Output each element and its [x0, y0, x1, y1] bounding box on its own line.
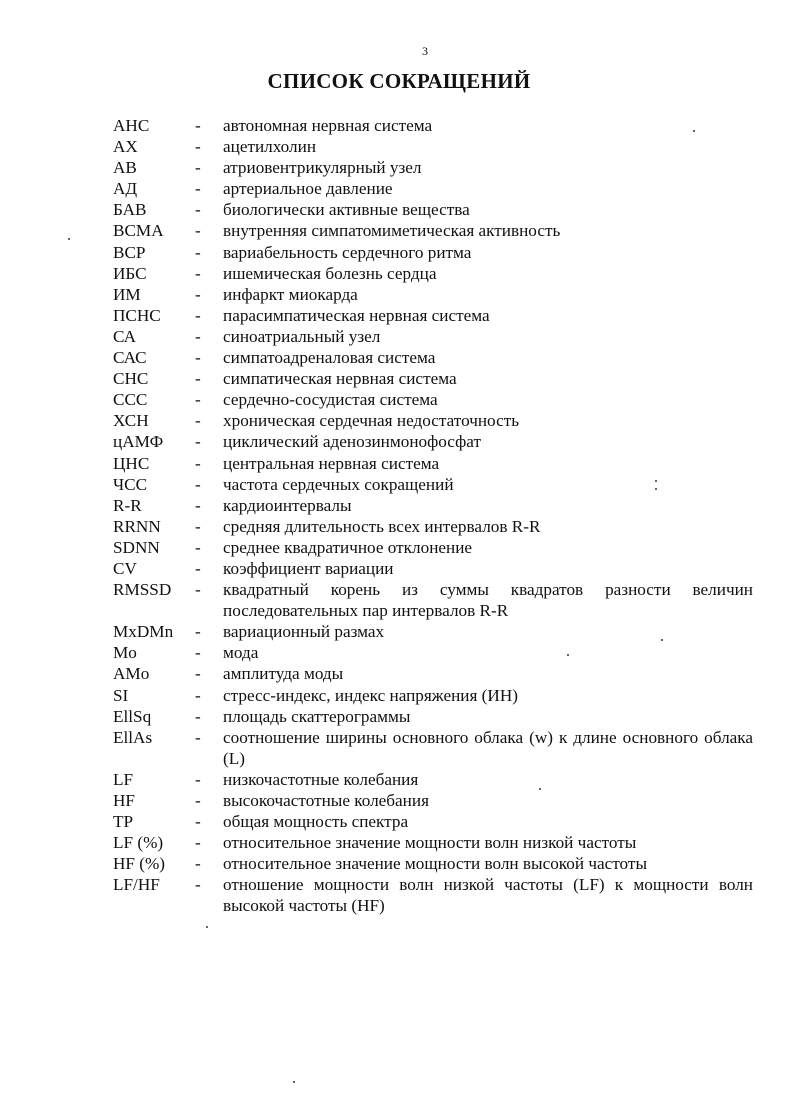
abbreviation-term: ИМ [113, 284, 141, 304]
abbreviation-term: СА [113, 326, 137, 346]
abbreviation-term: ХСН [113, 411, 149, 431]
abbreviation-row [113, 453, 753, 474]
abbreviation-row [113, 790, 753, 811]
page-title: СПИСОК СОКРАЩЕНИЙ [267, 69, 531, 93]
abbreviation-term: RMSSD [113, 580, 172, 600]
abbreviation-dash: - [195, 179, 201, 199]
abbreviation-definition: среднее квадратичное отклонение [223, 537, 473, 557]
abbreviation-dash: - [195, 622, 201, 642]
abbreviation-dash: - [195, 875, 201, 895]
abbreviation-dash: - [195, 580, 201, 600]
abbreviation-definition: амплитуда моды [223, 664, 344, 684]
abbreviation-definition: отношение мощности волн низкой частоты (LF) к мощности волн высокой частоты (HF) [223, 875, 753, 916]
abbreviation-definition: синоатриальный узел [223, 326, 381, 346]
abbreviation-term: LF/HF [113, 875, 160, 895]
abbreviation-dash: - [195, 116, 201, 135]
abbreviation-definition: средняя длительность всех интервалов R-R [223, 516, 541, 536]
abbreviation-row [113, 326, 753, 347]
abbreviation-term: TP [113, 812, 134, 832]
abbreviation-term: SDNN [113, 537, 160, 557]
scan-speck [206, 926, 208, 928]
abbreviation-row [113, 242, 753, 263]
abbreviation-row [113, 220, 753, 241]
abbreviation-dash: - [195, 453, 201, 473]
abbreviation-row [113, 368, 753, 389]
abbreviation-term: ЧСС [113, 474, 148, 494]
abbreviation-definition: кардиоинтервалы [223, 495, 352, 515]
abbreviation-row [113, 853, 753, 874]
abbreviation-row [113, 516, 753, 537]
abbreviation-definition: площадь скаттерограммы [223, 706, 411, 726]
abbreviation-term: ИБС [113, 263, 147, 283]
abbreviation-list [113, 115, 753, 917]
abbreviation-term: AMo [113, 664, 150, 684]
abbreviation-term: ССС [113, 390, 148, 410]
abbreviation-row [113, 642, 753, 663]
abbreviation-definition: биологически активные вещества [223, 200, 470, 220]
abbreviation-row [113, 305, 753, 326]
abbreviation-definition: общая мощность спектра [223, 812, 409, 832]
abbreviation-term: АД [113, 179, 138, 199]
abbreviation-row [113, 769, 753, 790]
abbreviation-term: БАВ [113, 200, 147, 220]
abbreviation-definition: относительное значение мощности волн высокой частоты [223, 854, 647, 874]
abbreviation-dash: - [195, 495, 201, 515]
abbreviation-dash: - [195, 791, 201, 810]
abbreviation-dash: - [195, 854, 201, 874]
abbreviation-term: цАМФ [113, 432, 164, 452]
abbreviation-dash: - [195, 833, 201, 853]
abbreviation-definition: высокочастотные колебания [223, 791, 429, 810]
page-number: 3 [422, 44, 428, 58]
abbreviation-dash: - [195, 558, 201, 578]
scan-speck [567, 654, 569, 656]
abbreviation-term: RRNN [113, 516, 161, 536]
abbreviation-term: СНС [113, 369, 149, 389]
abbreviation-row [113, 579, 753, 621]
abbreviation-term: САС [113, 348, 147, 368]
abbreviation-definition: мода [223, 643, 259, 663]
abbreviation-term: ВСМА [113, 221, 164, 241]
abbreviation-term: АХ [113, 137, 138, 157]
abbreviation-row [113, 558, 753, 579]
abbreviation-definition: ишемическая болезнь сердца [223, 263, 437, 283]
abbreviation-definition: соотношение ширины основного облака (w) к длине основного облака (L) [223, 727, 753, 768]
abbreviation-term: ЦНС [113, 453, 150, 473]
scan-speck [655, 488, 657, 490]
abbreviation-term: HF (%) [113, 854, 166, 874]
abbreviation-dash: - [195, 137, 201, 157]
abbreviation-row [113, 832, 753, 853]
abbreviation-definition: автономная нервная система [223, 116, 433, 135]
abbreviation-dash: - [195, 158, 201, 178]
abbreviation-definition: сердечно-сосудистая система [223, 390, 438, 410]
scan-speck [293, 1081, 295, 1083]
abbreviation-definition: ацетилхолин [223, 137, 317, 157]
abbreviation-definition: атриовентрикулярный узел [223, 158, 422, 178]
abbreviation-definition: частота сердечных сокращений [223, 474, 454, 494]
abbreviation-row [113, 621, 753, 642]
abbreviation-row [113, 874, 753, 916]
abbreviation-dash: - [195, 242, 201, 262]
abbreviation-definition: квадратный корень из суммы квадратов разности величин последовательных пар интервалов R-R [223, 580, 753, 621]
abbreviation-definition: центральная нервная система [223, 453, 440, 473]
abbreviation-row [113, 811, 753, 832]
abbreviation-definition: хроническая сердечная недостаточность [223, 411, 520, 431]
abbreviation-dash: - [195, 411, 201, 431]
abbreviation-row [113, 495, 753, 516]
abbreviation-term: АНС [113, 116, 150, 135]
abbreviation-row [113, 284, 753, 305]
abbreviation-definition: парасимпатическая нервная система [223, 305, 490, 325]
abbreviation-definition: симпатоадреналовая система [223, 348, 436, 368]
abbreviation-row [113, 199, 753, 220]
abbreviation-term: Mo [113, 643, 137, 663]
abbreviation-dash: - [195, 685, 201, 705]
abbreviation-definition: низкочастотные колебания [223, 769, 419, 789]
abbreviation-dash: - [195, 369, 201, 389]
abbreviation-definition: циклический аденозинмонофосфат [223, 432, 481, 452]
abbreviation-dash: - [195, 221, 201, 241]
abbreviation-row [113, 685, 753, 706]
abbreviation-row [113, 115, 753, 136]
abbreviation-definition: относительное значение мощности волн низкой частоты [223, 833, 637, 853]
abbreviation-row [113, 347, 753, 368]
abbreviation-definition: артериальное давление [223, 179, 393, 199]
abbreviation-term: EllAs [113, 727, 153, 747]
abbreviation-row [113, 263, 753, 284]
abbreviation-dash: - [195, 284, 201, 304]
abbreviation-term: ВСР [113, 242, 146, 262]
abbreviation-row [113, 474, 753, 495]
abbreviation-row [113, 727, 753, 769]
abbreviation-term: EllSq [113, 706, 152, 726]
abbreviation-dash: - [195, 326, 201, 346]
abbreviation-term: LF (%) [113, 833, 164, 853]
abbreviation-definition: коэффициент вариации [223, 558, 394, 578]
abbreviation-dash: - [195, 643, 201, 663]
scan-speck [693, 130, 695, 132]
abbreviation-definition: инфаркт миокарда [223, 284, 358, 304]
abbreviation-row [113, 537, 753, 558]
abbreviation-dash: - [195, 263, 201, 283]
abbreviation-row [113, 431, 753, 452]
abbreviation-row [113, 706, 753, 727]
abbreviation-term: ПСНС [113, 305, 161, 325]
abbreviation-definition: вариабельность сердечного ритма [223, 242, 472, 262]
abbreviation-row [113, 157, 753, 178]
abbreviation-definition: симпатическая нервная система [223, 369, 457, 389]
scan-speck [655, 480, 657, 482]
abbreviation-dash: - [195, 200, 201, 220]
abbreviation-term: MxDMn [113, 622, 174, 642]
abbreviation-dash: - [195, 432, 201, 452]
abbreviation-term: R-R [113, 495, 142, 515]
abbreviation-term: LF [113, 769, 134, 789]
abbreviation-definition: внутренняя симпатомиметическая активность [223, 221, 561, 241]
abbreviation-term: SI [113, 685, 129, 705]
abbreviation-dash: - [195, 348, 201, 368]
scan-speck [68, 238, 70, 240]
scan-speck [539, 788, 541, 790]
abbreviation-dash: - [195, 664, 201, 684]
abbreviation-dash: - [195, 706, 201, 726]
abbreviation-term: АВ [113, 158, 137, 178]
abbreviation-dash: - [195, 516, 201, 536]
scan-speck [661, 639, 663, 641]
abbreviation-dash: - [195, 727, 201, 747]
abbreviation-row [113, 178, 753, 199]
abbreviation-dash: - [195, 812, 201, 832]
abbreviation-term: CV [113, 558, 137, 578]
abbreviation-dash: - [195, 390, 201, 410]
abbreviation-dash: - [195, 537, 201, 557]
abbreviation-dash: - [195, 474, 201, 494]
abbreviation-row [113, 410, 753, 431]
abbreviation-definition: вариационный размах [223, 622, 385, 642]
abbreviation-row [113, 389, 753, 410]
abbreviation-term: HF [113, 791, 135, 810]
abbreviation-row [113, 136, 753, 157]
abbreviation-definition: стресс-индекс, индекс напряжения (ИН) [223, 685, 518, 705]
abbreviation-row [113, 663, 753, 684]
abbreviation-dash: - [195, 305, 201, 325]
abbreviation-dash: - [195, 769, 201, 789]
